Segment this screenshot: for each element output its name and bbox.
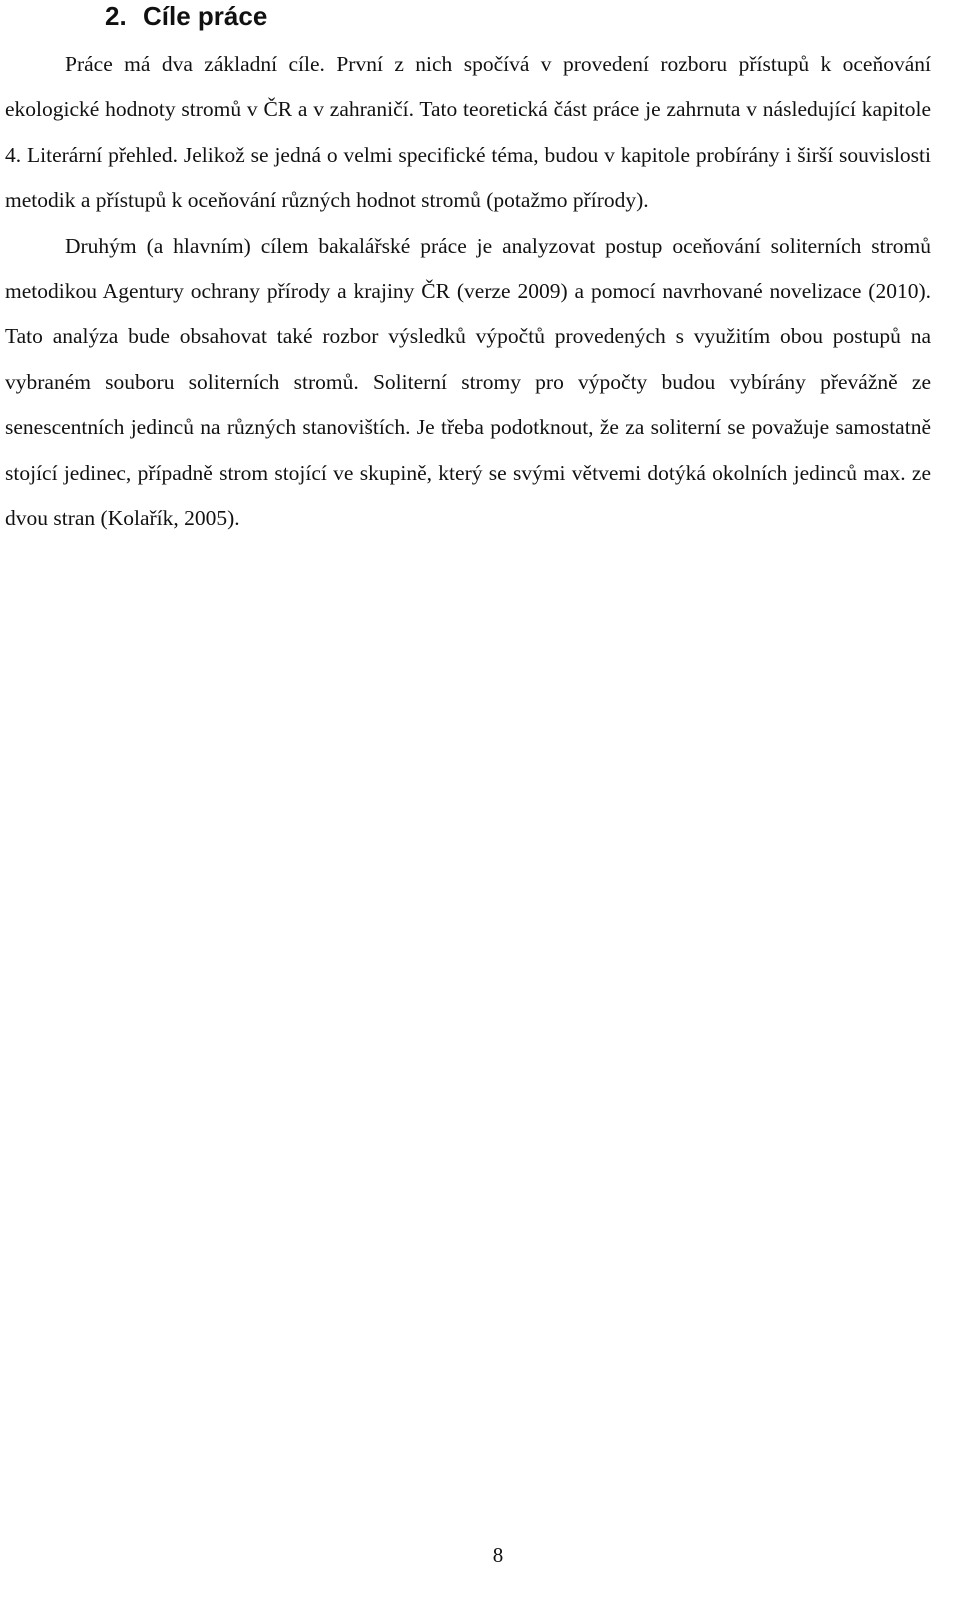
page-number: 8 [492,1543,504,1567]
paragraph-goals-intro: Práce má dva základní cíle. První z nich spočívá v provedení rozboru přístupů k oceňování ekologické hodnoty stromů v ČR a v zahraničí. Tato teoretická část práce je zahrnuta v následující kapitole 4. Literární přehled. Jelikož se jedná o velmi specifické téma, budou v kapitole probírány i širší souvislosti metodik a přístupů k oceňování různých hodnot stromů (potažmo přírody). [5,52,931,213]
chapter-number: 2. [105,1,127,31]
paragraph-main-goal: Druhým (a hlavním) cílem bakalářské práce je analyzovat postup oceňování soliterních stromů metodikou Agentury ochrany přírody a krajiny ČR (verze 2009) a pomocí navrhované novelizace (2010). Tato analýza bude obsahovat také rozbor výsledků výpočtů provedených s využitím obou postupů na vybraném souboru soliterních stromů. Soliterní stromy pro výpočty budou vybírány převážně ze senescentních jedinců na různých stanovištích. Je třeba podotknout, že za soliterní se považuje samostatně stojící jedinec, případně strom stojící ve skupině, který se svými větvemi dotýká okolních jedinců max. ze dvou stran (Kolařík, 2005). [5,233,931,531]
body-text [5,42,931,541]
chapter-heading [105,0,267,34]
chapter-title: Cíle práce [143,1,268,31]
